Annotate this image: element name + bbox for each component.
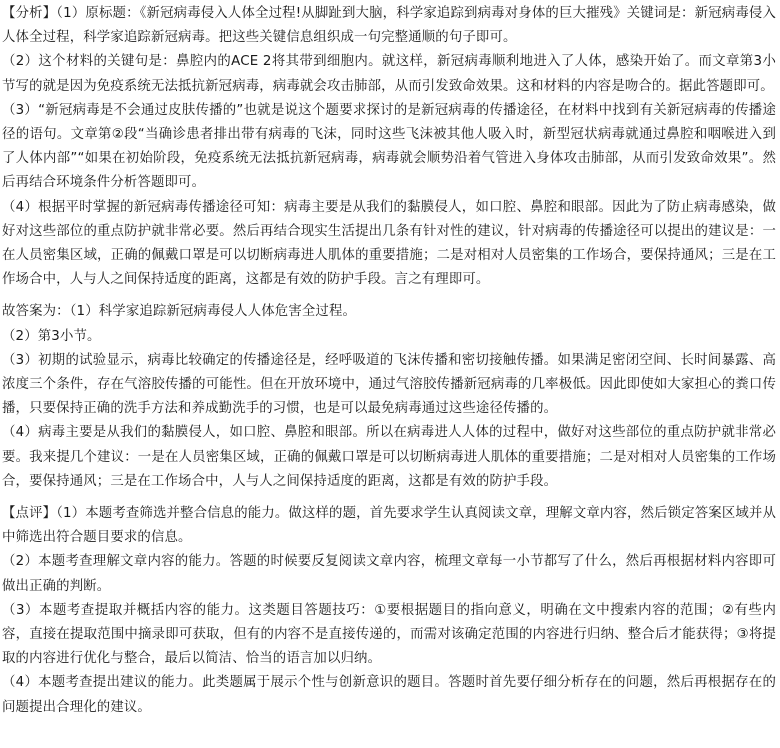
comment-section [2,502,776,720]
comment-paragraph-4: （4）本题考查提出建议的能力。此类题属于展示个性与创新意识的题目。答题时首先要仔细分析存在的问题，然后再根据存在的问题提出合理化的建议。 [2,675,776,715]
section-spacer [2,292,776,300]
answer-paragraph-3: （3）初期的试验显示，病毒比较确定的传播途径是，经呼吸道的飞沫传播和密切接触传播。如果满足密闭空间、长时间暴露、高浓度三个条件，存在气溶胶传播的可能性。但在开放环境中，通过气溶胶传播新冠病毒的几率极低。因此即使如大家担心的粪口传播，只要保持正确的洗手方法和养成勤洗手的习惯，也是可以最免病毒通过这些途径传播的。 [2,352,776,417]
comment-paragraph-3: （3）本题考查提取并概括内容的能力。这类题目答题技巧：①要根据题目的指向意义，明确在文中搜索内容的范围；②有些内容，直接在提取范围中摘录即可获取，但有的内容不是直接传递的，而需对该确定范围的内容进行归纳、整合后才能获得；③将提取的内容进行优化与整合，最后以简洁、恰当的语言加以归纳。 [2,602,776,667]
analysis-paragraph-2: （2）这个材料的关键句是：鼻腔内的ACE 2将其带到细胞内。就这样，新冠病毒顺利地进入了人体，感染开始了。而文章第3小节写的就是因为免疫系统无法抵抗新冠病毒，病毒就会攻击肺部，从而引发致命效果。这和材料的内容是吻合的。据此答题即可。 [2,54,776,94]
comment-paragraph-1: 【点评】（1）本题考查筛选并整合信息的能力。做这样的题，首先要求学生认真阅读文章，理解文章内容，然后锁定答案区域并从中筛选出符合题目要求的信息。 [2,506,776,546]
analysis-paragraph-3: （3）“新冠病毒是不会通过皮肤传播的”也就是说这个题要求探讨的是新冠病毒的传播途径，在材料中找到有关新冠病毒的传播途径的语句。文章第②段“当确诊患者排出带有病毒的飞沫，同时这些飞沫被其他人吸入时，新型冠状病毒就通过鼻腔和咽喉进入到了人体内部”“如果在初始阶段，免疫系统无法抵抗新冠病毒，病毒就会顺势沿着气管进入身体攻击肺部，从而引发致命效果”。然后再结合环境条件分析答题即可。 [2,102,776,191]
answer-paragraph-1: 故答案为：（1）科学家追踪新冠病毒侵人人体危害全过程。 [2,304,357,320]
answer-paragraph-4: （4）病毒主要是从我们的黏膜侵人，如口腔、鼻腔和眼部。所以在病毒进人人体的过程中，做好对这些部位的重点防护就非常必要。我来提几个建议：一是在人员密集区域，正确的佩戴口罩是可以切断病毒进人肌体的重要措施；二是对相对人员密集的工作场合，要保持通风；三是在工作场合中，人与人之间保持适度的距离，这都是有效的防护手段。 [2,425,776,489]
answer-section [2,300,776,494]
analysis-paragraph-1: 【分析】（1）原标题：《新冠病毒侵入人体全过程!从脚趾到大脑，科学家追踪到病毒对身体的巨大摧残》关键词是：新冠病毒侵入人体全过程，科学家追踪新冠病毒。把这些关键信息组织成一句完整通顺的句子即可。 [2,6,776,46]
analysis-section [2,2,776,292]
answer-paragraph-2: （2）第3小节。 [2,328,101,344]
analysis-paragraph-4: （4）根据平时掌握的新冠病毒传播途径可知：病毒主要是从我们的黏膜侵人，如口腔、鼻腔和眼部。因此为了防止病毒感染，做好对这些部位的重点防护就非常必要。然后再结合现实生活提出几条有针对性的建议，针对病毒的传播途径可以提出的建议是：一在人员密集区域，正确的佩戴口罩是可以切断病毒进人肌体的重要措施；二是对相对人员密集的工作场合，要保持通风；三是在工作场合中，人与人之间保持适度的距离，这都是有效的防护手段。言之有理即可。 [2,199,776,288]
section-spacer [2,494,776,502]
comment-paragraph-2: （2）本题考查理解文章内容的能力。答题的时候要反复阅读文章内容，梳理文章每一小节都写了什么，然后再根据材料内容即可做出正确的判断。 [2,554,776,594]
